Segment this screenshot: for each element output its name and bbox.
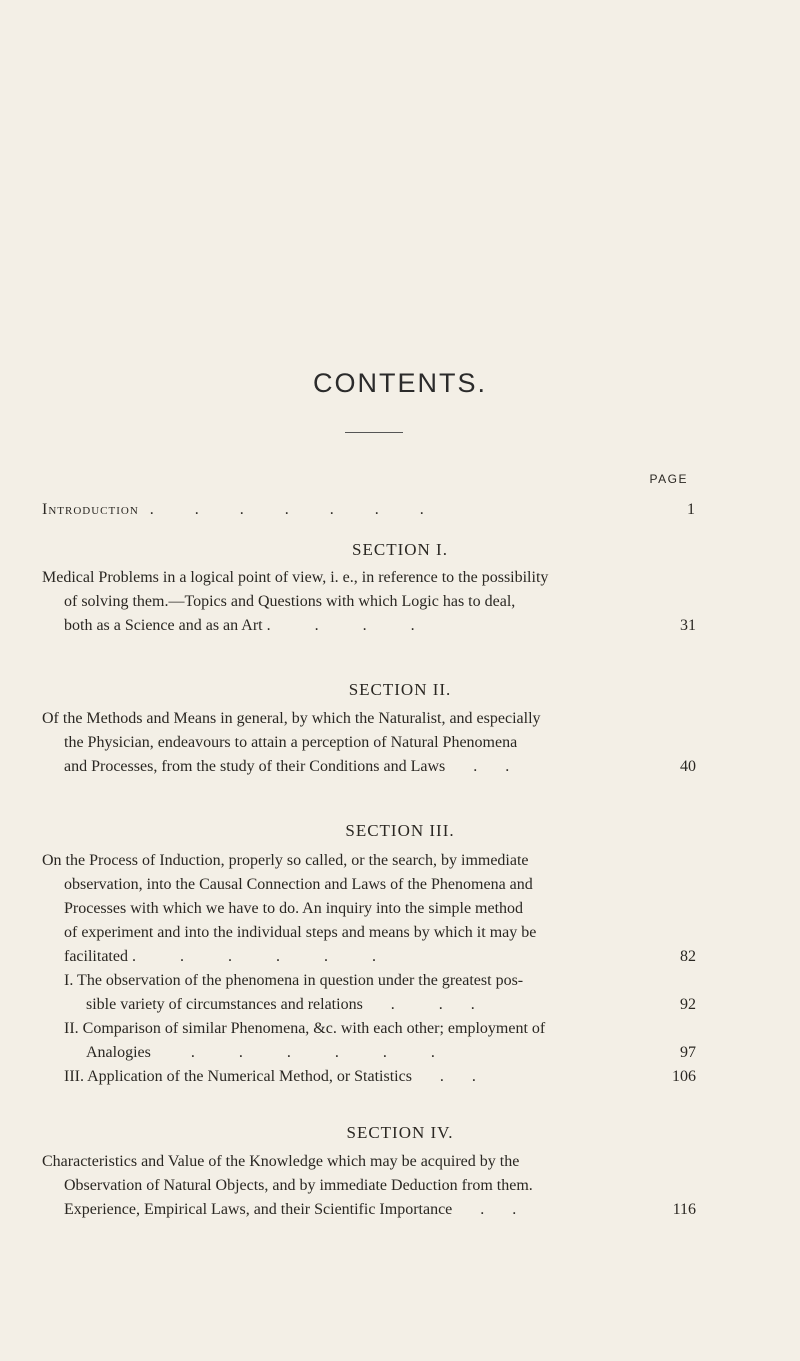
toc-entry: [42, 707, 696, 779]
entry-line: Characteristics and Value of the Knowledge which may be acquired by the: [42, 1153, 520, 1170]
subentry-line: III. Application of the Numerical Method, or Statistics . .: [64, 1068, 476, 1085]
section-heading: SECTION III.: [345, 821, 455, 840]
entry-line: Experience, Empirical Laws, and their Scientific Importance . .: [64, 1201, 517, 1218]
entry-line: facilitated . . . . . .: [64, 948, 376, 965]
subentry-page: 106: [672, 1068, 696, 1085]
subentry-line: sible variety of circumstances and relations . . .: [86, 996, 475, 1013]
entry-line: both as a Science and as an Art . . . .: [64, 617, 415, 634]
subentry-page: 97: [680, 1044, 696, 1061]
toc-entry: [42, 849, 696, 969]
introduction-page: 1: [687, 501, 696, 518]
entry-page: 40: [680, 758, 696, 775]
entry-line: Processes with which we have to do. An inquiry into the simple method: [64, 900, 524, 917]
subentry-line: I. The observation of the phenomena in question under the greatest pos-: [64, 972, 524, 989]
entry-line: On the Process of Induction, properly so called, or the search, by immediate: [42, 852, 529, 869]
subentry-page: 92: [680, 996, 696, 1013]
entry-page: 116: [672, 1201, 696, 1218]
toc-entry: [42, 566, 696, 638]
section-heading: SECTION II.: [348, 680, 452, 699]
entry-page: 82: [680, 948, 696, 965]
page-column-label: PAGE: [649, 472, 688, 486]
toc-subentry: [42, 1017, 696, 1065]
subentry-line: Analogies . . . . . .: [86, 1044, 435, 1061]
entry-page: 31: [680, 617, 696, 634]
entry-line: of experiment and into the individual steps and means by which it may be: [64, 924, 537, 941]
toc-subentry: [42, 1065, 696, 1089]
section-heading: SECTION IV.: [346, 1123, 454, 1142]
entry-line: and Processes, from the study of their Conditions and Laws . .: [64, 758, 510, 775]
entry-line: Observation of Natural Objects, and by immediate Deduction from them.: [64, 1177, 533, 1194]
entry-line: Medical Problems in a logical point of view, i. e., in reference to the possibility: [42, 569, 549, 586]
page-title: CONTENTS.: [312, 368, 487, 398]
toc-entry-introduction: [42, 498, 696, 522]
title-rule: [345, 432, 403, 433]
entry-line: observation, into the Causal Connection and Laws of the Phenomena and: [64, 876, 533, 893]
section-heading: SECTION I.: [352, 540, 448, 559]
entry-line: the Physician, endeavours to attain a perception of Natural Phenomena: [64, 734, 518, 751]
entry-line: of solving them.—Topics and Questions with which Logic has to deal,: [64, 593, 516, 610]
subentry-line: II. Comparison of similar Phenomena, &c. with each other; employment of: [64, 1020, 546, 1037]
toc-entry: [42, 1150, 696, 1222]
introduction-leader: . . . . . . .: [149, 501, 425, 518]
entry-line: Of the Methods and Means in general, by which the Naturalist, and especially: [42, 710, 541, 727]
toc-subentry: [42, 969, 696, 1017]
introduction-label: Introduction: [42, 501, 139, 518]
